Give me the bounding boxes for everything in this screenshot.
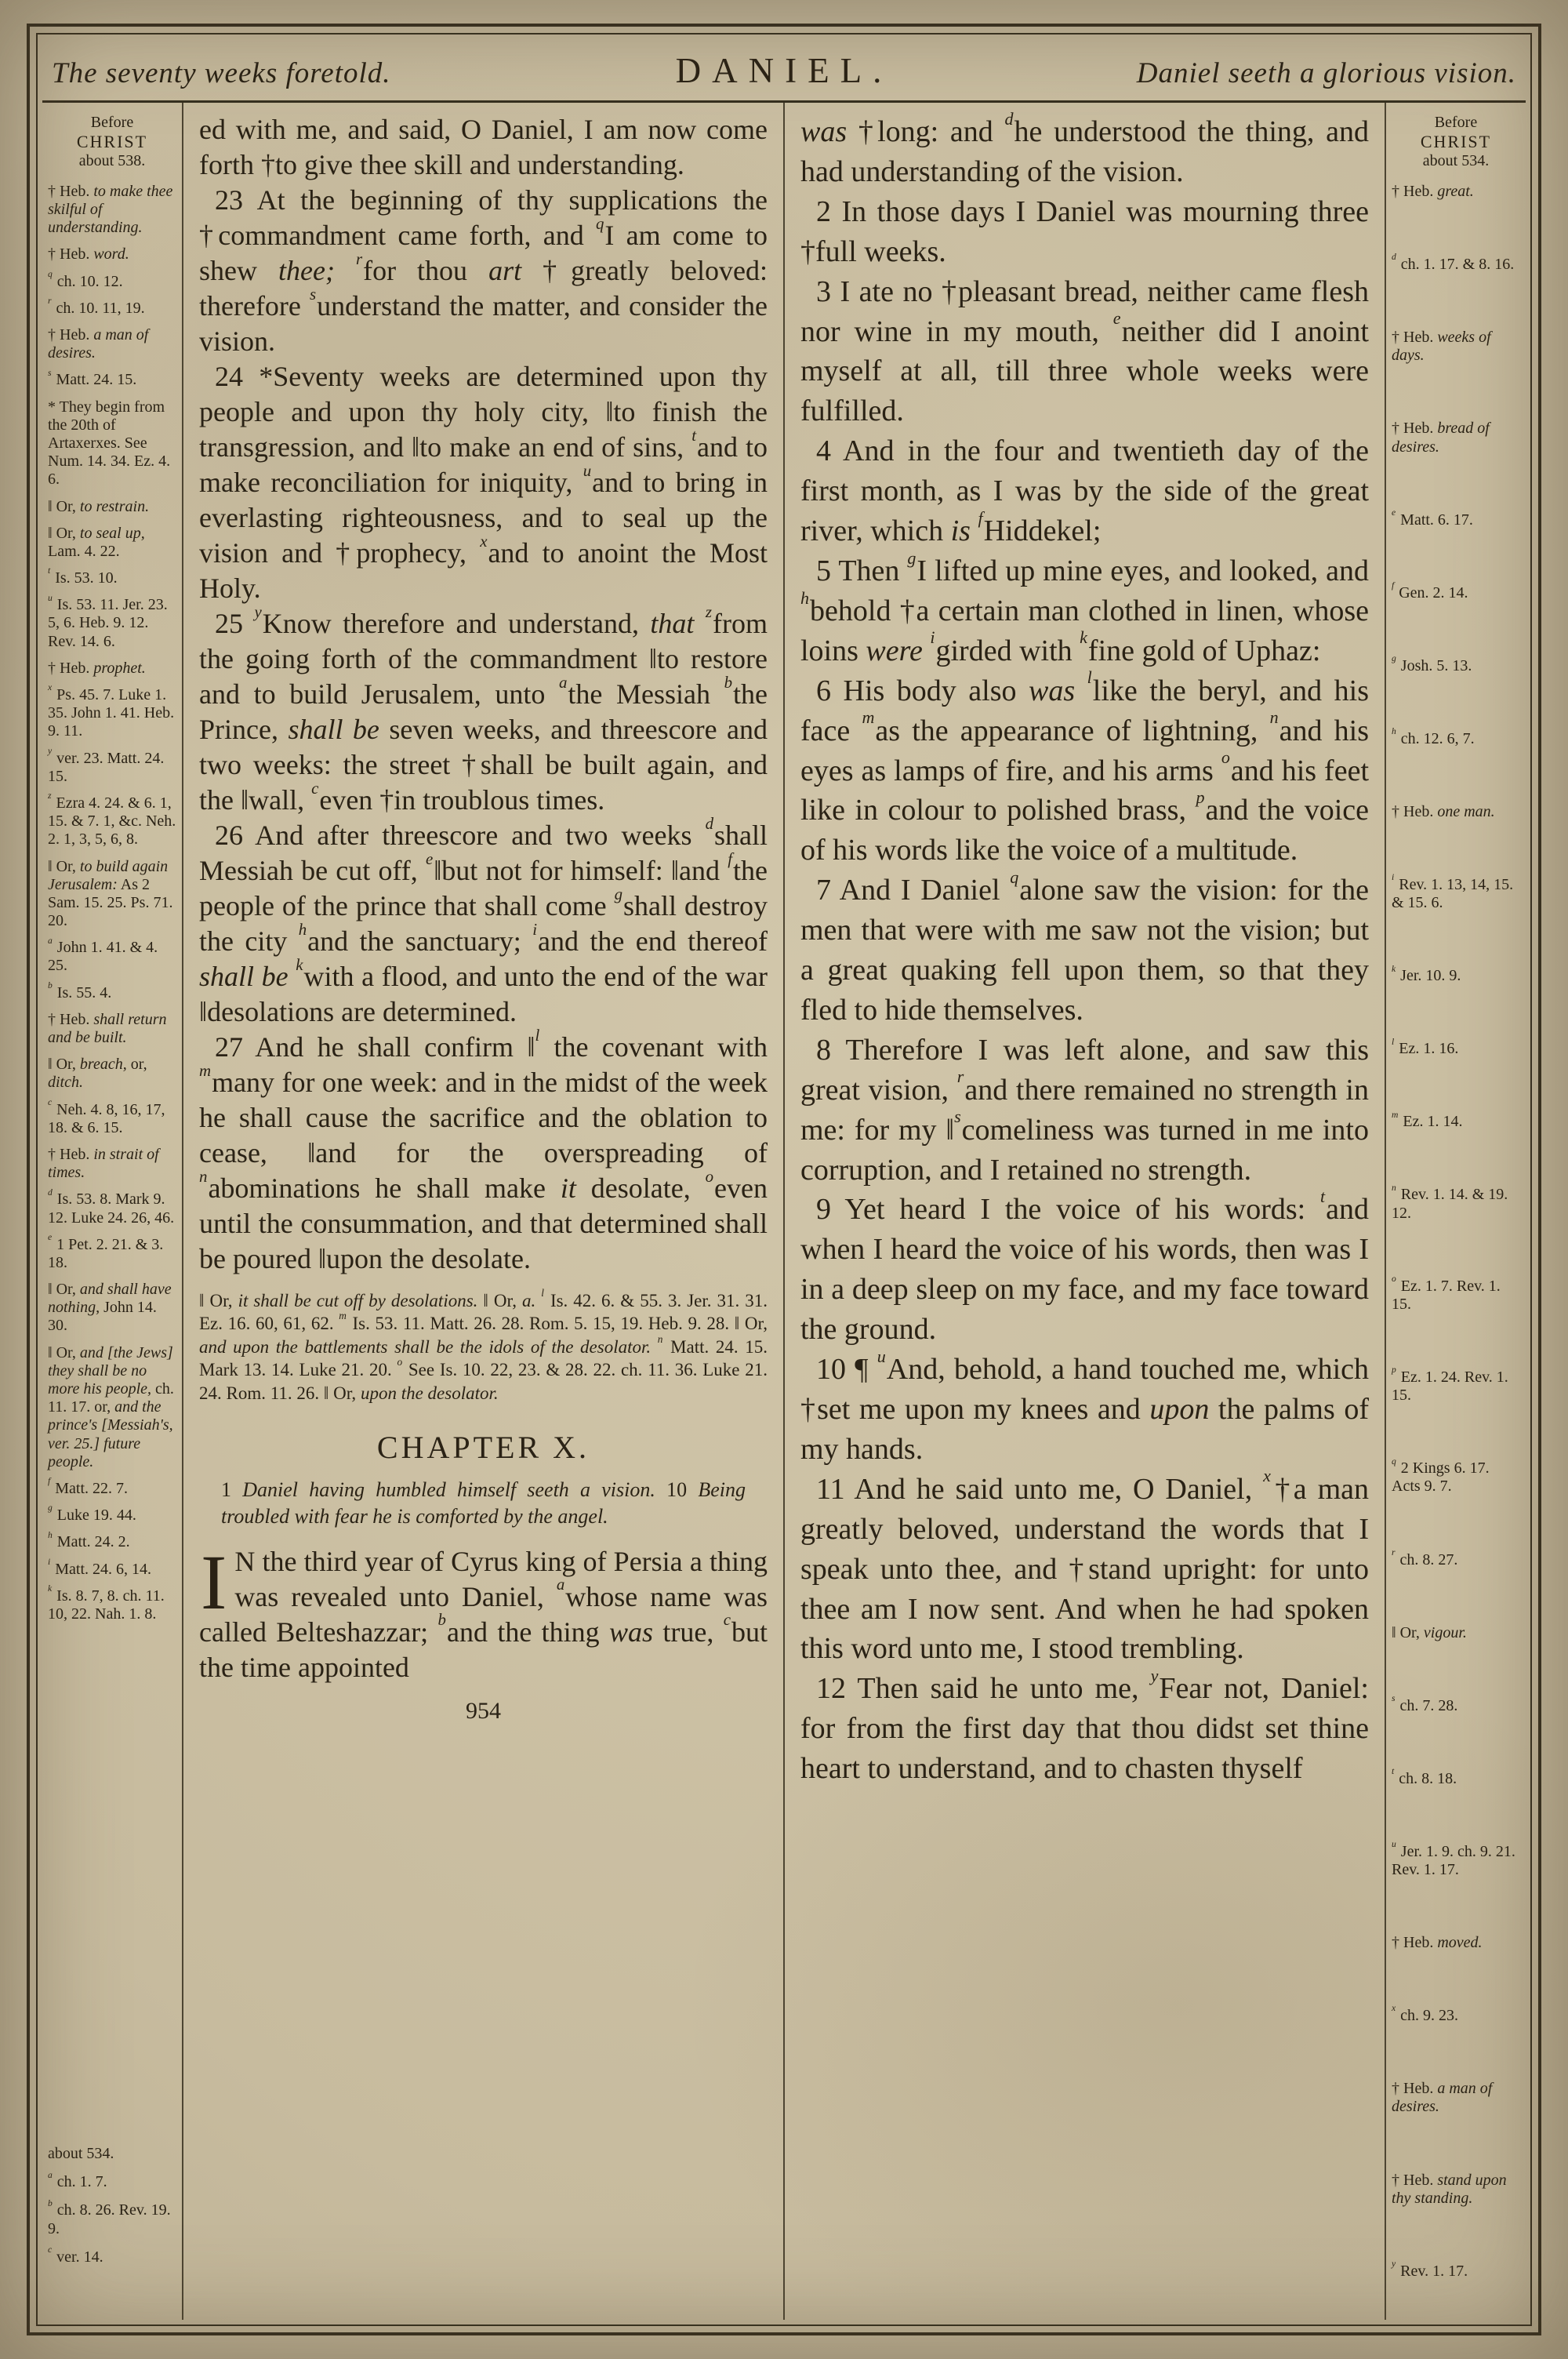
running-head (42, 39, 1526, 103)
margin-note: $^r$ ch. 10. 11, 19. (48, 296, 145, 317)
margin-note: $^o$ Ez. 1. 7. Rev. 1. 15. (1392, 1274, 1501, 1313)
bc-word-christ: CHRIST (1420, 132, 1492, 152)
margin-note: $^t$ Is. 53. 10. (48, 565, 118, 587)
margin-note: † Heb. moved. (1392, 1934, 1483, 1952)
right-margin-column (1385, 103, 1526, 2320)
verse: 9 Yet heard I the voice of his words: $^t$and when I heard the voice of his words, then was I in a deep sleep on my face, and my face toward the ground. (800, 1187, 1369, 1347)
right-verses (800, 108, 1370, 1789)
margin-note: $^e$ 1 Pet. 2. 21. & 3. 18. (48, 1232, 164, 1271)
left-margin-bottom-notes (48, 2145, 176, 2287)
margin-note: $^f$ Matt. 22. 7. (48, 1476, 129, 1497)
margin-note: $^z$ Ezra 4. 24. & 6. 1, 15. & 7. 1, &c. Neh. 2. 1, 3, 5, 6, 8. (48, 791, 176, 849)
margin-note: $^p$ Ez. 1. 24. Rev. 1. 15. (1392, 1365, 1508, 1405)
margin-note: $^k$ Jer. 10. 9. (1392, 963, 1461, 985)
footnote-line: ‖ Or, it shall be cut off by desolations. ‖ Or, a. $^l$ Is. 42. 6. & 55. 3. Jer. 31. 31. Ez. 16. 60, 61, 62. $^m$ Is. 53. 11. Matt. 26. 28. Rom. 5. 15, 19. Heb. 9. 28. ‖ Or, and upon the battlements shall be the idols of the desolator. $^n$ Matt. 24. 15. Mark 13. 14. Luke 21. 20. $^o$ See Is. 10. 22, 23. & 28. 22. ch. 11. 36. Luke 21. 24. Rom. 11. 26. ‖ Or, upon the desolator. (199, 1286, 768, 1403)
margin-note: $^d$ ch. 1. 17. & 8. 16. (1392, 252, 1515, 273)
verse: 8 Therefore I was left alone, and saw this great vision, $^r$and there remained no strength in me: for my ‖$^s$comeliness was turned in me into corruption, and I retained no strength. (800, 1033, 1369, 1187)
chapter-summary: 1 Daniel having humbled himself seeth a vision. 10 Being troubled with fear he is comforted by the angel. (221, 1478, 746, 1528)
margin-note: † Heb. great. (1392, 182, 1474, 200)
margin-note: $^m$ Ez. 1. 14. (1392, 1109, 1463, 1131)
left-margin-notes-list (48, 183, 176, 1623)
margin-note: $^q$ ch. 10. 12. (48, 268, 123, 290)
right-text-column (785, 103, 1385, 2320)
verse: 12 Then said he unto me, $^y$Fear not, Daniel: for from the first day that thou didst set thine heart to understand, and to chasten thyself (800, 1665, 1369, 1786)
margin-note: † Heb. shall return and be built. (48, 1010, 167, 1047)
margin-note: $^r$ ch. 8. 27. (1392, 1547, 1458, 1568)
margin-note: $^f$ Gen. 2. 14. (1392, 580, 1468, 602)
running-head-left: The seventy weeks foretold. (52, 57, 391, 89)
left-margin-column (42, 103, 183, 2320)
margin-note: $^n$ Rev. 1. 14. & 19. 12. (1392, 1182, 1508, 1222)
margin-note: ‖ Or, and shall have nothing, John 14. 30. (48, 1281, 172, 1335)
footnote-block (199, 1286, 768, 1405)
margin-note: $^u$ Is. 53. 11. Jer. 23. 5, 6. Heb. 9. 12. Rev. 14. 6. (48, 592, 168, 650)
margin-note: ‖ Or, and [the Jews] they shall be no more his people, ch. 11. 17. or, and the prince's [Messiah's, ver. 25.] future people. (48, 1343, 174, 1470)
margin-note: $^x$ Ps. 45. 7. Luke 1. 35. John 1. 41. Heb. 9. 11. (48, 682, 175, 740)
verse: 2 In those days I Daniel was mourning three †full weeks. (800, 194, 1369, 268)
margin-note: $^g$ Josh. 5. 13. (1392, 653, 1472, 674)
margin-note: † Heb. a man of desires. (48, 326, 149, 362)
bc-word-before: Before (1434, 114, 1478, 131)
verse: 5 Then $^g$I lifted up mine eyes, and looked, and $^h$behold †a certain man clothed in linen, whose loins were $^i$girded with $^k$fine gold of Uphaz: (800, 547, 1369, 667)
margin-note: $^h$ ch. 12. 6, 7. (1392, 726, 1475, 747)
margin-note: ‖ Or, vigour. (1392, 1623, 1467, 1641)
margin-note: $^u$ Jer. 1. 9. ch. 9. 21. Rev. 1. 17. (1392, 1839, 1515, 1879)
margin-note: $^d$ Is. 53. 8. Mark 9. 12. Luke 24. 26, 46. (48, 1187, 175, 1227)
margin-note: † Heb. weeks of days. (1392, 329, 1491, 365)
margin-note: † Heb. in strait of times. (48, 1145, 159, 1182)
margin-note: $^k$ Is. 8. 7, 8. ch. 11. 10, 22. Nah. 1. 8. (48, 1583, 165, 1623)
book-title: DANIEL. (675, 51, 893, 90)
margin-note: ‖ Or, to seal up, Lam. 4. 22. (48, 524, 145, 560)
chapter-opening-text: N the third year of Cyrus king of Persia a thing was revealed unto Daniel, $^a$whose name was called Belteshazzar; $^b$and the thing was true, $^c$but the time appointed (199, 1545, 768, 1683)
verse: 4 And in the four and twentieth day of the first month, as I was by the side of the great river, which is $^f$Hiddekel; (800, 434, 1369, 548)
verse: 10 ¶ $^u$And, behold, a hand touched me, which †set me upon my knees and upon the palms of my hands. (800, 1346, 1370, 1466)
margin-note: $^b$ ch. 8. 26. Rev. 19. 9. (48, 2197, 171, 2237)
page-body (42, 103, 1526, 2320)
verse: 25 $^y$Know therefore and understand, that $^z$from the going forth of the commandment ‖to restore and to build Jerusalem, unto $^a$the Messiah $^b$the Prince, shall be seven weeks, and threescore and two weeks: the street †shall be built again, and the ‖wall, $^c$even †in troublous times. (199, 602, 768, 816)
margin-note: † Heb. a man of desires. (1392, 2080, 1493, 2116)
bc-word-christ: CHRIST (76, 132, 148, 152)
margin-note: $^a$ John 1. 41. & 4. 25. (48, 935, 158, 975)
margin-note: $^i$ Matt. 24. 6, 14. (48, 1556, 152, 1578)
before-christ-heading-left (48, 114, 176, 170)
chapter-heading: CHAPTER X. (376, 1430, 590, 1466)
margin-note: $^q$ 2 Kings 6. 17. Acts 9. 7. (1392, 1456, 1490, 1496)
verse: 6 His body also was $^l$like the beryl, and his face $^m$as the appearance of lightning, $^n$and his eyes as lamps of fire, and his arms $^o$and his feet like in colour to polished brass, $^p$and the voice of his words like the voice of a multitude. (800, 667, 1370, 867)
margin-note: † Heb. word. (48, 245, 129, 264)
chapter-opening-paragraph (199, 1538, 768, 1685)
verse: 3 I ate no †pleasant bread, neither came flesh nor wine in my mouth, $^e$neither did I anoint myself at all, till three whole weeks were fulfilled. (800, 274, 1369, 428)
margin-note: † Heb. bread of desires. (1392, 420, 1490, 456)
before-christ-heading-right (1392, 114, 1520, 170)
verse: 7 And I Daniel $^q$alone saw the vision: for the men that were with me saw not the vision; but a great quaking fell upon them, so that they fled to hide themselves. (800, 867, 1369, 1027)
verse: 26 And after threescore and two weeks $^d$shall Messiah be cut off, $^e$‖but not for himself: ‖and $^f$the people of the prince that shall come $^g$shall destroy the city $^h$and the sanctuary; $^i$and the end thereof shall be $^k$with a flood, and unto the end of the war ‖desolations are determined. (199, 813, 768, 1027)
page-number: 954 (466, 1697, 501, 1724)
bc-word-before: Before (90, 114, 134, 131)
margin-note: ‖ Or, to restrain. (48, 497, 150, 515)
verse: 24 *Seventy weeks are determined upon thy people and upon thy holy city, ‖to finish the transgression, and ‖to make an end of sins, $^t$and to make reconciliation for iniquity, $^u$and to bring in everlasting righteousness, and to seal up the vision and †prophecy, $^x$and to anoint the Most Holy. (199, 361, 768, 604)
verse: 27 And he shall confirm ‖$^l$ the covenant with $^m$many for one week: and in the midst of the week he shall cause the sacrifice and the oblation to cease, ‖and for the overspreading of $^n$abominations he shall make it desolate, $^o$even until the consummation, and that determined shall be poured ‖upon the desolate. (199, 1025, 768, 1274)
verse: 23 At the beginning of thy supplications the †commandment came forth, and $^q$I am come to shew thee; $^r$for thou art †greatly beloved: therefore $^s$understand the matter, and consider the vision. (199, 184, 768, 357)
running-head-right: Daniel seeth a glorious vision. (1136, 57, 1516, 89)
bc-date: about 534. (1422, 151, 1490, 169)
verse: was †long: and $^d$he understood the thing, and had understanding of the vision. (800, 108, 1369, 188)
margin-note: $^t$ ch. 8. 18. (1392, 1766, 1457, 1787)
left-verses (199, 112, 768, 1277)
margin-note: $^a$ ch. 1. 7. (48, 2169, 107, 2191)
margin-note: $^b$ Is. 55. 4. (48, 980, 112, 1001)
margin-note: $^g$ Luke 19. 44. (48, 1503, 136, 1525)
margin-note: $^c$ Neh. 4. 8, 16, 17, 18. & 6. 15. (48, 1096, 165, 1136)
page-content (42, 39, 1526, 2320)
bc-date: about 538. (78, 151, 146, 169)
margin-note: $^s$ Matt. 24. 15. (48, 367, 137, 389)
margin-note: $^s$ ch. 7. 28. (1392, 1692, 1458, 1714)
margin-note: * They begin from the 20th of Artaxerxes. See Num. 14. 34. Ez. 4. 6. (48, 398, 171, 489)
margin-note: † Heb. prophet. (48, 659, 146, 677)
margin-note: $^h$ Matt. 24. 2. (48, 1529, 130, 1551)
margin-note: ‖ Or, breach, or, ditch. (48, 1056, 147, 1092)
margin-note: $^l$ Ez. 1. 16. (1392, 1036, 1459, 1058)
margin-note: $^i$ Rev. 1. 13, 14, 15. & 15. 6. (1392, 872, 1514, 912)
margin-note: $^y$ ver. 23. Matt. 24. 15. (48, 745, 165, 785)
verse: ed with me, and said, O Daniel, I am now come forth †to give thee skill and understanding. (199, 114, 768, 180)
margin-note: about 534. (48, 2145, 114, 2163)
margin-note: $^x$ ch. 9. 23. (1392, 2003, 1459, 2025)
margin-note: $^c$ ver. 14. (48, 2245, 103, 2266)
margin-note: $^e$ Matt. 6. 17. (1392, 507, 1473, 529)
drop-cap: I (201, 1538, 227, 1626)
margin-note: † Heb. to make thee skilful of understanding. (48, 182, 173, 237)
margin-note: † Heb. one man. (1392, 802, 1495, 820)
right-margin-notes-list (1392, 183, 1520, 2287)
left-text-column (183, 103, 785, 2320)
margin-note: ‖ Or, to build again Jerusalem: As 2 Sam. 15. 25. Ps. 71. 20. (48, 857, 173, 930)
margin-note: $^y$ Rev. 1. 17. (1392, 2259, 1468, 2280)
verse: 11 And he said unto me, O Daniel, $^x$†a man greatly beloved, understand the words that I speak unto thee, and †stand upright: for unto thee am I now sent. And when he had spoken this word unto me, I stood trembling. (800, 1466, 1369, 1666)
margin-note: † Heb. stand upon thy standing. (1392, 2171, 1507, 2207)
